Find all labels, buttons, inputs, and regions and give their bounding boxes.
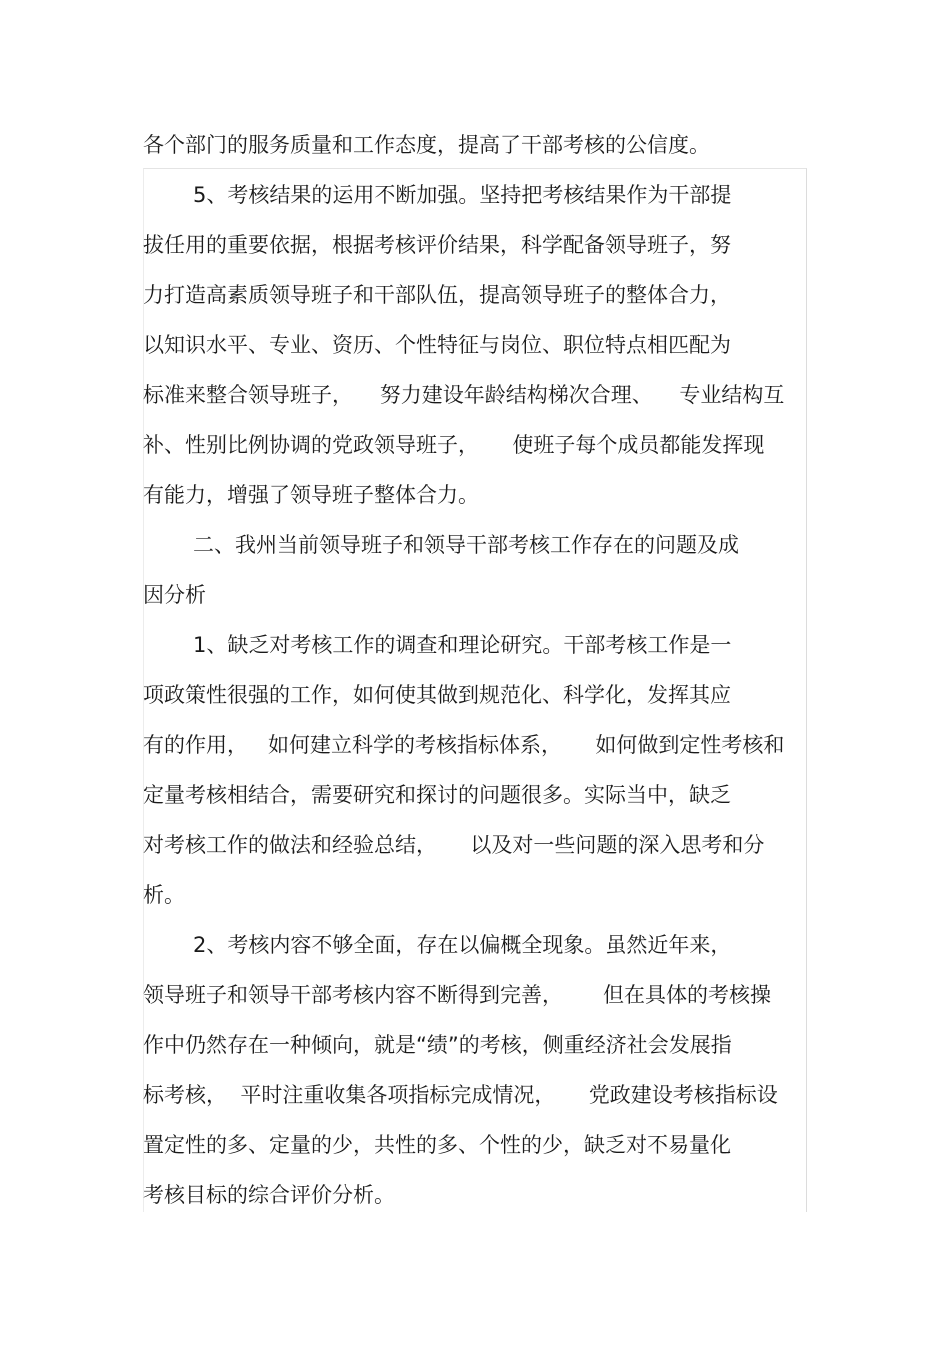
text-line: 5、考核结果的运用不断加强。坚持把考核结果作为干部提 bbox=[193, 183, 732, 207]
text-line: 拔任用的重要依据，根据考核评价结果，科学配备领导班子，努 bbox=[143, 233, 731, 257]
text-line: 有的作用， 如何建立科学的考核指标体系， 如何做到定性考核和 bbox=[143, 733, 785, 757]
text-line: 定量考核相结合，需要研究和探讨的问题很多。实际当中，缺乏 bbox=[143, 783, 731, 807]
text-line: 标准来整合领导班子， 努力建设年龄结构梯次合理、 专业结构互 bbox=[143, 383, 785, 407]
text-line: 1、缺乏对考核工作的调查和理论研究。干部考核工作是一 bbox=[193, 633, 732, 657]
text-line: 作中仍然存在一种倾向，就是“绩”的考核，侧重经济社会发展指 bbox=[143, 1033, 732, 1057]
text-line: 力打造高素质领导班子和干部队伍，提高领导班子的整体合力， bbox=[143, 283, 731, 307]
text-line: 标考核， 平时注重收集各项指标完成情况， 党政建设考核指标设 bbox=[143, 1083, 778, 1107]
text-line: 各个部门的服务质量和工作态度，提高了干部考核的公信度。 bbox=[143, 133, 710, 157]
section-heading-continued: 因分析 bbox=[143, 583, 206, 607]
text-line: 以知识水平、专业、资历、个性特征与岗位、职位特点相匹配为 bbox=[143, 333, 731, 357]
text-line: 考核目标的综合评价分析。 bbox=[143, 1183, 395, 1207]
text-line: 析。 bbox=[143, 883, 185, 907]
text-line: 2、考核内容不够全面，存在以偏概全现象。虽然近年来， bbox=[193, 933, 732, 957]
text-line: 置定性的多、定量的少，共性的多、个性的少，缺乏对不易量化 bbox=[143, 1133, 731, 1157]
text-line: 有能力，增强了领导班子整体合力。 bbox=[143, 483, 479, 507]
text-line: 对考核工作的做法和经验总结， 以及对一些问题的深入思考和分 bbox=[143, 833, 765, 857]
section-heading: 二、我州当前领导班子和领导干部考核工作存在的问题及成 bbox=[193, 533, 739, 557]
text-line: 领导班子和领导干部考核内容不断得到完善， 但在具体的考核操 bbox=[143, 983, 772, 1007]
text-line: 补、性别比例协调的党政领导班子， 使班子每个成员都能发挥现 bbox=[143, 433, 765, 457]
text-line: 项政策性很强的工作，如何使其做到规范化、科学化，发挥其应 bbox=[143, 683, 731, 707]
